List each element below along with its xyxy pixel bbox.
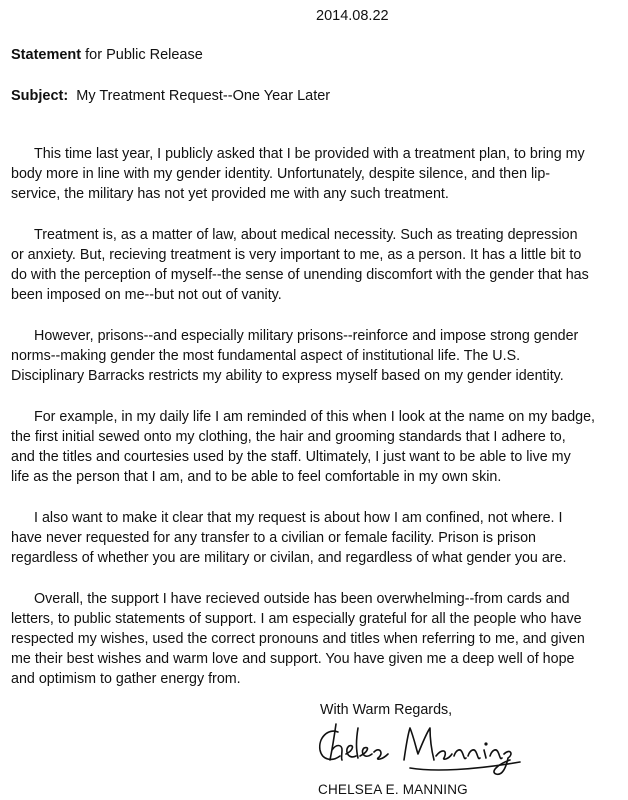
paragraph: However, prisons--and especially military prisons--reinforce and impose strong gender norms--making gender the most fundamental aspect of institutional life. The U.S. Disciplinary Barracks restricts my ability to express myself based on my gender identity. — [11, 328, 579, 384]
subject-line — [11, 86, 330, 106]
statement-label: Statement — [11, 47, 82, 63]
paragraph: I also want to make it clear that my request is about how I am confined, not where. I have never requested for any transfer to a civilian or female facility. Prison is prison regardless of whether you are military or civilan, and regardless of what gender you are. — [11, 510, 567, 566]
paragraph: Treatment is, as a matter of law, about medical necessity. Such as treating depression or anxiety. But, recieving treatment is very important to me, as a person. It has a little bit to do with the perception of myself--the sense of unending discomfort with the gender that has been imposed on me--but not out of vanity. — [11, 227, 589, 303]
subject-text: My Treatment Request--One Year Later — [68, 88, 331, 104]
document-date: 2014.08.22 — [316, 8, 389, 24]
letter-body — [11, 144, 619, 710]
paragraph: Overall, the support I have recieved outside has been overwhelming--from cards and letters, to public statements of support. I am especially grateful for all the people who have respected my wishes, used the correct pronouns and titles when referring to me, and given me their best wishes and warm love and support. You have given me a deep well of hope and optimism to gather energy from. — [11, 591, 585, 687]
paragraph: This time last year, I publicly asked that I be provided with a treatment plan, to bring my body more in line with my gender identity. Unfortunately, despite silence, and then lip- service, the military has not yet provided me with any such treatment. — [11, 146, 585, 202]
paragraph: For example, in my daily life I am reminded of this when I look at the name on my badge, the first initial sewed onto my clothing, the hair and grooming standards that I adhere to, and the titles and courtesies used by the staff. Ultimately, I just want to be able to live my life as the person that I am, and to be able to feel comfortable in my own skin. — [11, 409, 596, 485]
closing-line: With Warm Regards, — [320, 702, 453, 718]
printed-name: CHELSEA E. MANNING — [318, 782, 468, 797]
handwritten-signature — [314, 720, 534, 778]
subject-label: Subject: — [11, 88, 69, 104]
statement-rest: for Public Release — [81, 47, 203, 63]
statement-heading — [11, 45, 203, 65]
